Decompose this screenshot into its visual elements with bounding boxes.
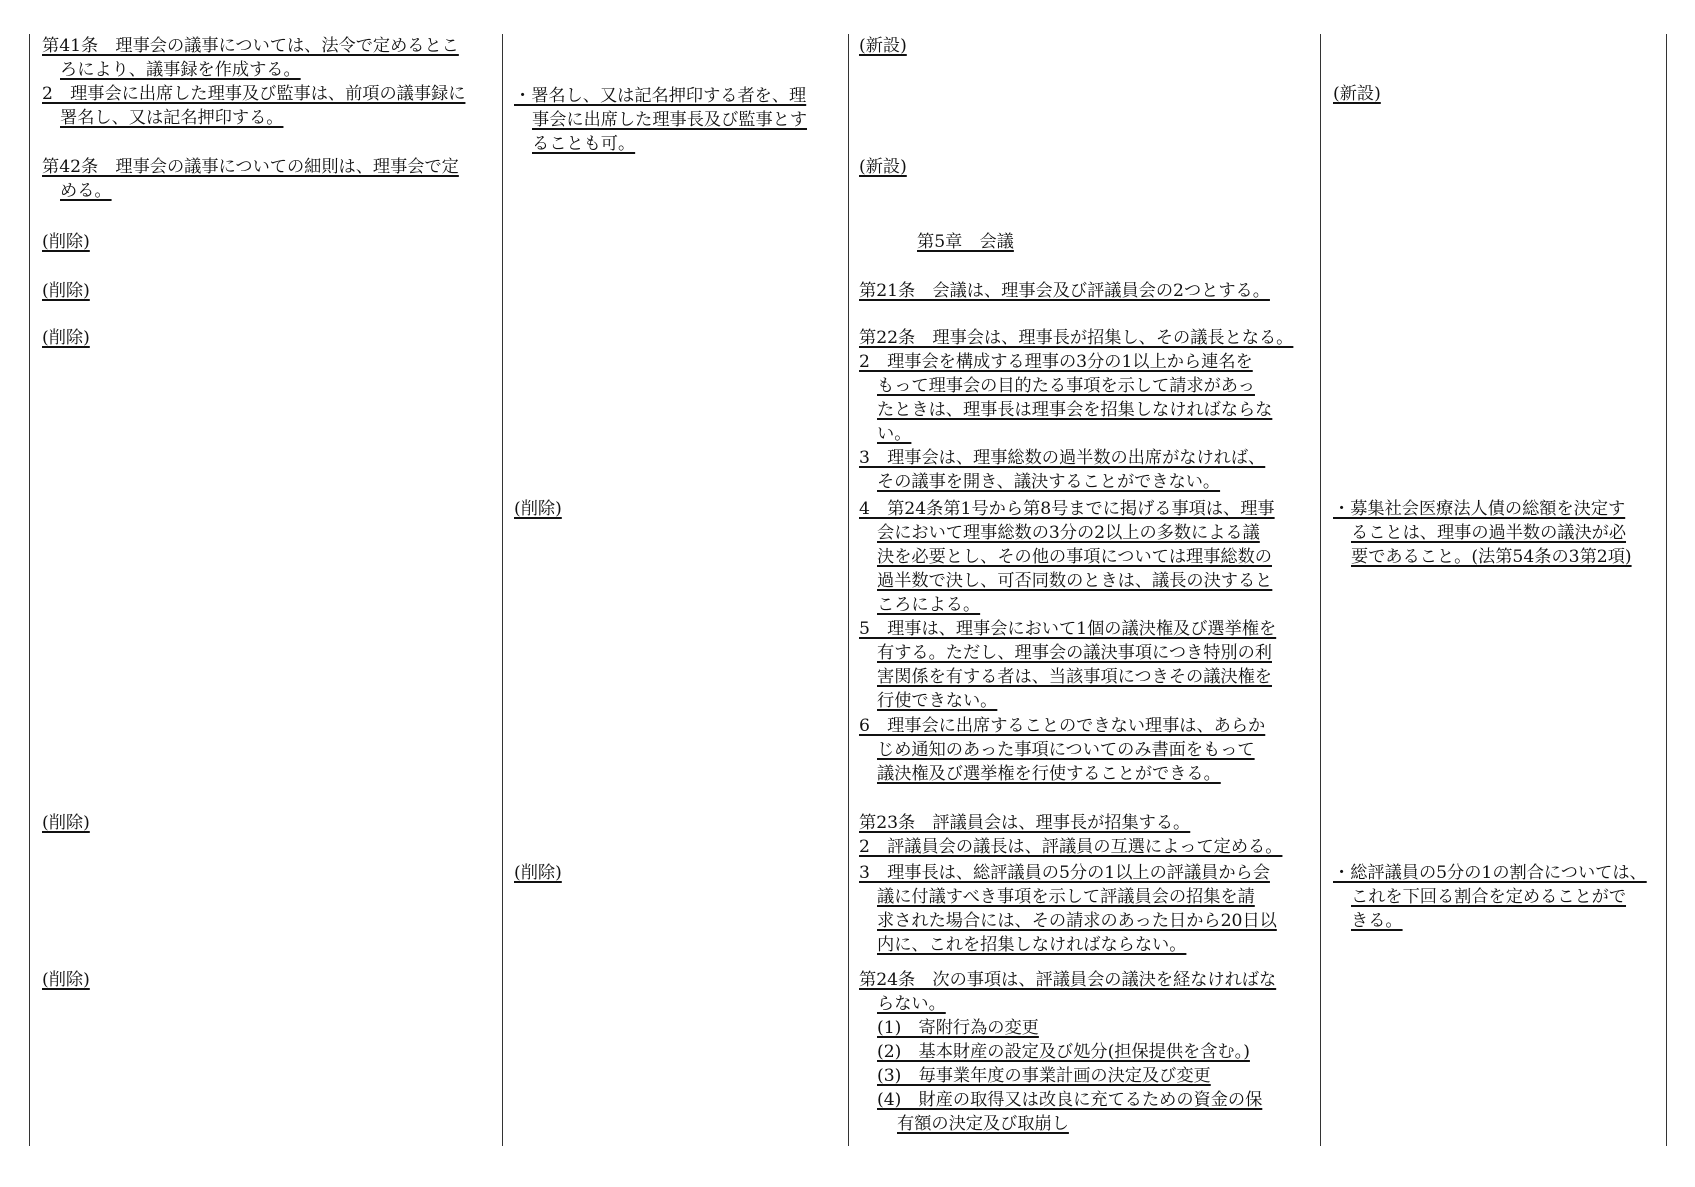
article-24-item: 有額の決定及び取崩し [897, 1114, 1069, 1134]
article-24: 第24条 次の事項は、評議員会の議決を経なければな らない。 (1) 寄附行為の変更 (2) 基本財産の設定及び処分(担保提供を含む。) (3) 毎事業年度の事業計画の決定及び変更 (4) 財産の取得又は改良に充てるための資金の保 有額の決定及び取崩し [859, 968, 1314, 1136]
article-22-clause-4: 4 第24条第1号から第8号までに掲げる事項は、理事 会において理事総数の3分の2以上の多数による議 決を必要とし、その他の事項については理事総数の 過半数で決し、可否同数のときは、議長の決すると ころによる。 [859, 499, 1275, 615]
article-22-clause-6: 6 理事会に出席することのできない理事は、あらか じめ通知のあった事項についてのみ書面をもって 議決権及び選挙権を行使することができる。 [859, 716, 1266, 784]
article-22-clause-3: 3 理事会は、理事総数の過半数の出席がなければ、 その議事を開き、議決することができない。 [859, 448, 1266, 492]
article-21: 第21条 会議は、理事会及び評議員会の2つとする。 [859, 281, 1270, 301]
column-border-2 [848, 34, 849, 1146]
deleted-label: (削除) [42, 281, 90, 301]
new-label: (新設) [1333, 84, 1381, 104]
article-24-item: (3) 毎事業年度の事業計画の決定及び変更 [877, 1066, 1211, 1086]
article-42: 第42条 理事会の議事についての細則は、理事会で定 める。 [42, 157, 459, 201]
article-41-clause-2: 2 理事会に出席した理事及び監事は、前項の議事録に 署名し、又は記名押印する。 [42, 84, 466, 128]
column-border-1 [502, 34, 503, 1146]
note-signature: ・署名し、又は記名押印する者を、理 事会に出席した理事長及び監事とす ることも可。 [514, 86, 808, 154]
column-border-left [29, 34, 30, 1146]
article-22: 第22条 理事会は、理事長が招集し、その議長となる。 [859, 328, 1294, 348]
note-bond-resolution: ・募集社会医療法人債の総額を決定す ることは、理事の過半数の議決が必 要であること。(法第54条の3第2項) [1333, 499, 1632, 567]
new-label: (新設) [859, 157, 907, 177]
column-border-3 [1320, 34, 1321, 1146]
article-23-clause-2: 2 評議員会の議長は、評議員の互選によって定める。 [859, 837, 1283, 857]
note-councilor-ratio: ・総評議員の5分の1の割合については、 これを下回る割合を定めることがで きる。 [1333, 863, 1647, 931]
article-24-item: (1) 寄附行為の変更 [877, 1018, 1039, 1038]
deleted-label: (削除) [42, 328, 90, 348]
article-24-item: (2) 基本財産の設定及び処分(担保提供を含む。) [877, 1042, 1250, 1062]
new-label: (新設) [859, 36, 907, 56]
deleted-label: (削除) [514, 863, 562, 883]
article-22-clause-5: 5 理事は、理事会において1個の議決権及び選挙権を 有する。ただし、理事会の議決事項につき特別の利 害関係を有する者は、当該事項につきその議決権を 行使できない。 [859, 619, 1277, 711]
article-22-clause-2: 2 理事会を構成する理事の3分の1以上から連名を もって理事会の目的たる事項を示して請求があっ たときは、理事長は理事会を招集しなければならな い。 [859, 352, 1273, 444]
article-23-clause-3: 3 理事長は、総評議員の5分の1以上の評議員から会 議に付議すべき事項を示して評議員会の招集を請 求された場合には、その請求のあった日から20日以 内に、これを招集しなければならない。 [859, 863, 1277, 955]
deleted-label: (削除) [42, 813, 90, 833]
deleted-label: (削除) [42, 232, 90, 252]
chapter-heading: 第5章 会議 [917, 232, 1014, 252]
deleted-label: (削除) [42, 970, 90, 990]
deleted-label: (削除) [514, 499, 562, 519]
article-23: 第23条 評議員会は、理事長が招集する。 [859, 813, 1191, 833]
article-24-item: (4) 財産の取得又は改良に充てるための資金の保 [877, 1090, 1263, 1110]
column-border-right [1666, 34, 1667, 1146]
article-41: 第41条 理事会の議事については、法令で定めるとこ ろにより、議事録を作成する。 [42, 36, 459, 80]
